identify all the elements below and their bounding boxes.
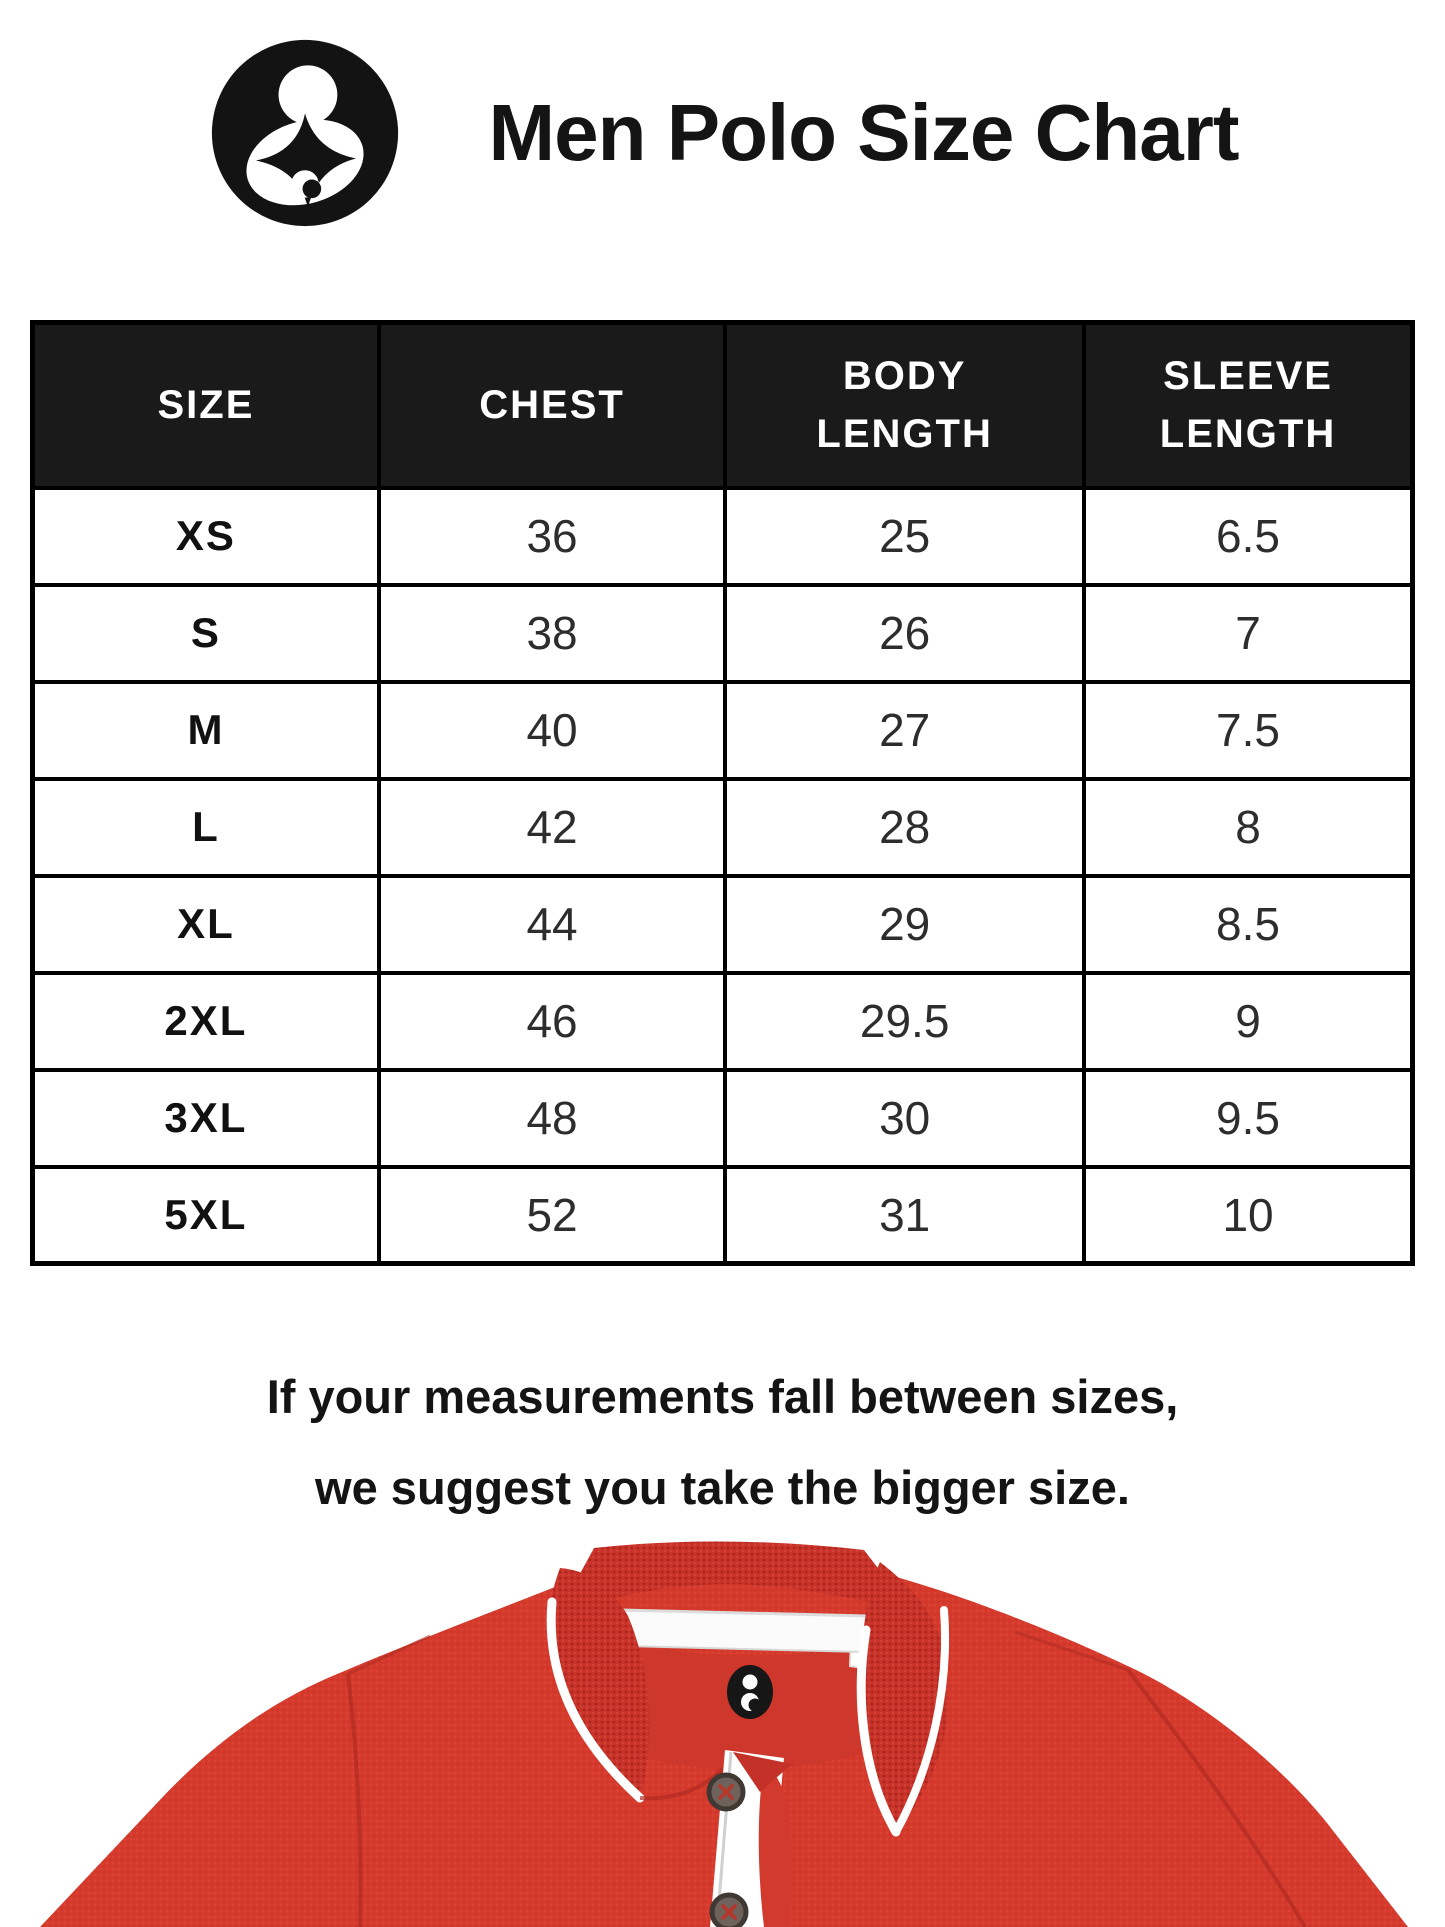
column-header-chest: CHEST bbox=[379, 323, 725, 488]
chest-value: 40 bbox=[379, 682, 725, 779]
brand-header bbox=[0, 28, 1445, 238]
chest-value: 46 bbox=[379, 973, 725, 1070]
table-row bbox=[33, 973, 1413, 1070]
sleeve-length-value: 9.5 bbox=[1084, 1070, 1412, 1167]
size-label: M bbox=[33, 682, 379, 779]
table-row bbox=[33, 682, 1413, 779]
column-header-sleeve-length: SLEEVE LENGTH bbox=[1084, 323, 1412, 488]
chest-value: 48 bbox=[379, 1070, 725, 1167]
sleeve-length-value: 9 bbox=[1084, 973, 1412, 1070]
table-row bbox=[33, 779, 1413, 876]
red-polo-shirt-image bbox=[0, 1540, 1445, 1927]
fit-note-line1: If your measurements fall between sizes, bbox=[266, 1370, 1179, 1423]
size-label: L bbox=[33, 779, 379, 876]
sleeve-length-value: 8.5 bbox=[1084, 876, 1412, 973]
body-length-value: 28 bbox=[725, 779, 1084, 876]
sleeve-length-value: 8 bbox=[1084, 779, 1412, 876]
table-row bbox=[33, 488, 1413, 585]
table-row bbox=[33, 876, 1413, 973]
body-length-value: 29.5 bbox=[725, 973, 1084, 1070]
polo-button-bottom bbox=[712, 1895, 746, 1927]
sleeve-length-value: 6.5 bbox=[1084, 488, 1412, 585]
chest-value: 36 bbox=[379, 488, 725, 585]
table-row bbox=[33, 1167, 1413, 1264]
header-row bbox=[33, 323, 1413, 488]
size-chart-table bbox=[30, 320, 1415, 1266]
size-label: S bbox=[33, 585, 379, 682]
body-length-value: 29 bbox=[725, 876, 1084, 973]
sleeve-length-value: 7 bbox=[1084, 585, 1412, 682]
size-label: 2XL bbox=[33, 973, 379, 1070]
shirt-logo-tag bbox=[727, 1665, 773, 1719]
body-length-value: 27 bbox=[725, 682, 1084, 779]
mom-baby-logo-icon bbox=[207, 35, 403, 231]
page-title: Men Polo Size Chart bbox=[488, 88, 1239, 177]
fit-note bbox=[0, 1352, 1445, 1533]
column-header-size: SIZE bbox=[33, 323, 379, 488]
column-header-body-length: BODY LENGTH bbox=[725, 323, 1084, 488]
chest-value: 38 bbox=[379, 585, 725, 682]
body-length-value: 30 bbox=[725, 1070, 1084, 1167]
size-label: XL bbox=[33, 876, 379, 973]
chest-value: 52 bbox=[379, 1167, 725, 1264]
size-chart-table-wrap bbox=[30, 320, 1415, 1266]
chest-value: 42 bbox=[379, 779, 725, 876]
sleeve-length-value: 10 bbox=[1084, 1167, 1412, 1264]
body-length-value: 25 bbox=[725, 488, 1084, 585]
body-length-value: 31 bbox=[725, 1167, 1084, 1264]
table-row bbox=[33, 1070, 1413, 1167]
table-row bbox=[33, 585, 1413, 682]
polo-button-top bbox=[709, 1775, 743, 1809]
chest-value: 44 bbox=[379, 876, 725, 973]
fit-note-line2: we suggest you take the bigger size. bbox=[315, 1460, 1130, 1514]
body-length-value: 26 bbox=[725, 585, 1084, 682]
size-label: 5XL bbox=[33, 1167, 379, 1264]
size-label: XS bbox=[33, 488, 379, 585]
size-label: 3XL bbox=[33, 1070, 379, 1167]
sleeve-length-value: 7.5 bbox=[1084, 682, 1412, 779]
